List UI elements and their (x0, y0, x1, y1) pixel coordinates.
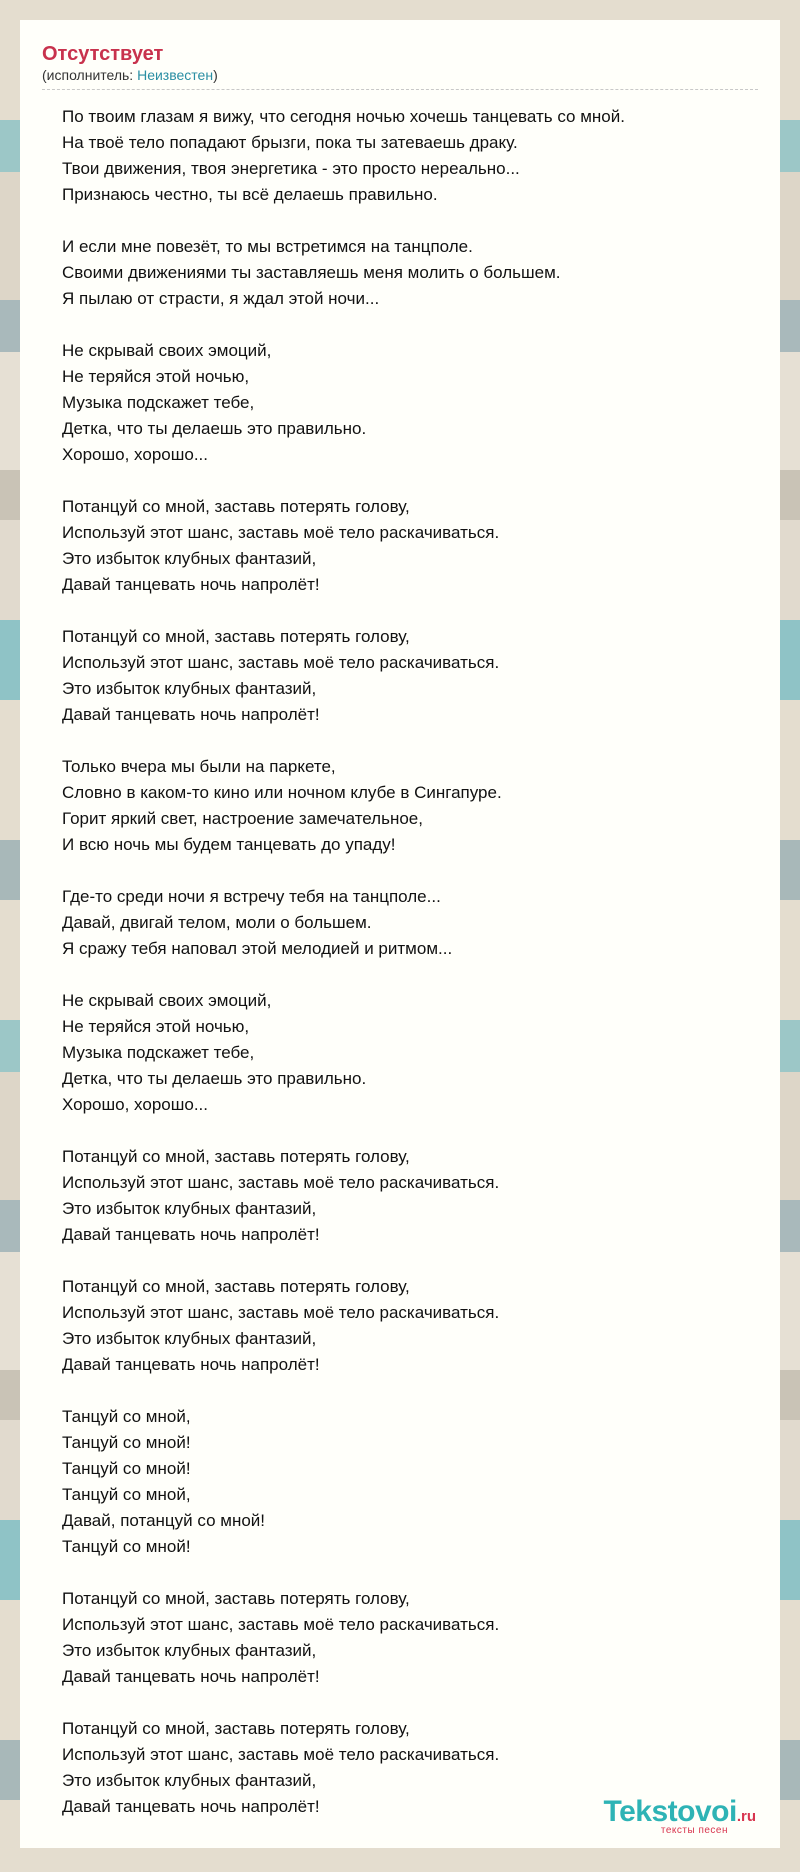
lyrics-line: Признаюсь честно, ты всё делаешь правильно. (62, 185, 438, 204)
lyrics-card (20, 20, 780, 1848)
lyrics-line: Горит яркий свет, настроение замечательное, (62, 809, 423, 828)
lyrics-line: Давай, потанцуй со мной! (62, 1511, 266, 1530)
lyrics-line: Потанцуй со мной, заставь потерять голову, (62, 1589, 410, 1608)
lyrics-line: Танцуй со мной! (62, 1433, 191, 1452)
lyrics-line: Детка, что ты делаешь это правильно. (62, 419, 367, 438)
lyrics-line: Это избыток клубных фантазий, (62, 1641, 317, 1660)
lyrics-line: Не скрывай своих эмоций, (62, 991, 272, 1010)
lyrics-line: Я пылаю от страсти, я ждал этой ночи... (62, 289, 380, 308)
lyrics-line: На твоё тело попадают брызги, пока ты затеваешь драку. (62, 133, 518, 152)
lyrics-stanza (62, 1274, 758, 1378)
lyrics-line: Это избыток клубных фантазий, (62, 1771, 317, 1790)
lyrics-line: Хорошо, хорошо... (62, 1095, 208, 1114)
artist-prefix: (исполнитель: (42, 67, 138, 83)
logo-tld: .ru (736, 1808, 756, 1825)
lyrics-line: Давай танцевать ночь напролёт! (62, 1797, 320, 1816)
lyrics-line: Это избыток клубных фантазий, (62, 1329, 317, 1348)
lyrics-stanza (62, 988, 758, 1118)
lyrics-line: По твоим глазам я вижу, что сегодня ночью хочешь танцевать со мной. (62, 107, 625, 126)
song-title: Отсутствует (42, 43, 164, 65)
lyrics-stanza (62, 494, 758, 598)
lyrics-line: Используй этот шанс, заставь моё тело раскачиваться. (62, 1173, 500, 1192)
lyrics-line: Используй этот шанс, заставь моё тело раскачиваться. (62, 1745, 500, 1764)
lyrics-line: Я сражу тебя наповал этой мелодией и ритмом... (62, 939, 453, 958)
lyrics-line: Не скрывай своих эмоций, (62, 341, 272, 360)
lyrics-line: Танцуй со мной, (62, 1407, 191, 1426)
site-logo[interactable] (604, 1797, 756, 1836)
lyrics-line: Где-то среди ночи я встречу тебя на танцполе... (62, 887, 441, 906)
lyrics-line: Потанцуй со мной, заставь потерять голову, (62, 497, 410, 516)
lyrics-line: И если мне повезёт, то мы встретимся на танцполе. (62, 237, 473, 256)
lyrics-stanza (62, 1404, 758, 1560)
lyrics-line: Не теряйся этой ночью, (62, 367, 250, 386)
lyrics-line: Танцуй со мной, (62, 1485, 191, 1504)
lyrics-stanza (62, 1586, 758, 1690)
lyrics-line: Давай танцевать ночь напролёт! (62, 705, 320, 724)
lyrics-line: Детка, что ты делаешь это правильно. (62, 1069, 367, 1088)
lyrics-line: Это избыток клубных фантазий, (62, 549, 317, 568)
lyrics-stanza (62, 1144, 758, 1248)
artist-link[interactable]: Неизвестен (137, 67, 214, 83)
artist-line (42, 66, 758, 90)
lyrics-stanza (62, 338, 758, 468)
lyrics-line: Словно в каком-то кино или ночном клубе в Сингапуре. (62, 783, 502, 802)
lyrics-line: Танцуй со мной! (62, 1459, 191, 1478)
artist-suffix: ) (213, 67, 218, 83)
lyrics-line: Танцуй со мной! (62, 1537, 191, 1556)
lyrics-stanza (62, 624, 758, 728)
lyrics-line: Потанцуй со мной, заставь потерять голову, (62, 1719, 410, 1738)
lyrics-line: Это избыток клубных фантазий, (62, 679, 317, 698)
lyrics-line: И всю ночь мы будем танцевать до упаду! (62, 835, 396, 854)
lyrics-line: Используй этот шанс, заставь моё тело раскачиваться. (62, 653, 500, 672)
lyrics-line: Музыка подскажет тебе, (62, 1043, 255, 1062)
logo-tagline: тексты песен (660, 1825, 728, 1836)
lyrics-line: Используй этот шанс, заставь моё тело раскачиваться. (62, 523, 500, 542)
lyrics-line: Потанцуй со мной, заставь потерять голову, (62, 1147, 410, 1166)
lyrics-line: Хорошо, хорошо... (62, 445, 208, 464)
lyrics-text (42, 104, 758, 1820)
lyrics-stanza (62, 234, 758, 312)
lyrics-line: Не теряйся этой ночью, (62, 1017, 250, 1036)
lyrics-line: Давай танцевать ночь напролёт! (62, 1355, 320, 1374)
lyrics-stanza (62, 104, 758, 208)
lyrics-line: Потанцуй со мной, заставь потерять голову, (62, 1277, 410, 1296)
lyrics-line: Только вчера мы были на паркете, (62, 757, 336, 776)
lyrics-line: Музыка подскажет тебе, (62, 393, 255, 412)
lyrics-stanza (62, 884, 758, 962)
logo-wordmark: Tekstovoi (603, 1795, 737, 1828)
lyrics-line: Давай танцевать ночь напролёт! (62, 575, 320, 594)
lyrics-line: Используй этот шанс, заставь моё тело раскачиваться. (62, 1303, 500, 1322)
lyrics-line: Давай танцевать ночь напролёт! (62, 1667, 320, 1686)
lyrics-line: Это избыток клубных фантазий, (62, 1199, 317, 1218)
lyrics-line: Своими движениями ты заставляешь меня молить о большем. (62, 263, 561, 282)
lyrics-line: Твои движения, твоя энергетика - это просто нереально... (62, 159, 520, 178)
lyrics-line: Используй этот шанс, заставь моё тело раскачиваться. (62, 1615, 500, 1634)
lyrics-line: Давай танцевать ночь напролёт! (62, 1225, 320, 1244)
lyrics-stanza (62, 754, 758, 858)
lyrics-line: Давай, двигай телом, моли о большем. (62, 913, 372, 932)
lyrics-line: Потанцуй со мной, заставь потерять голову, (62, 627, 410, 646)
